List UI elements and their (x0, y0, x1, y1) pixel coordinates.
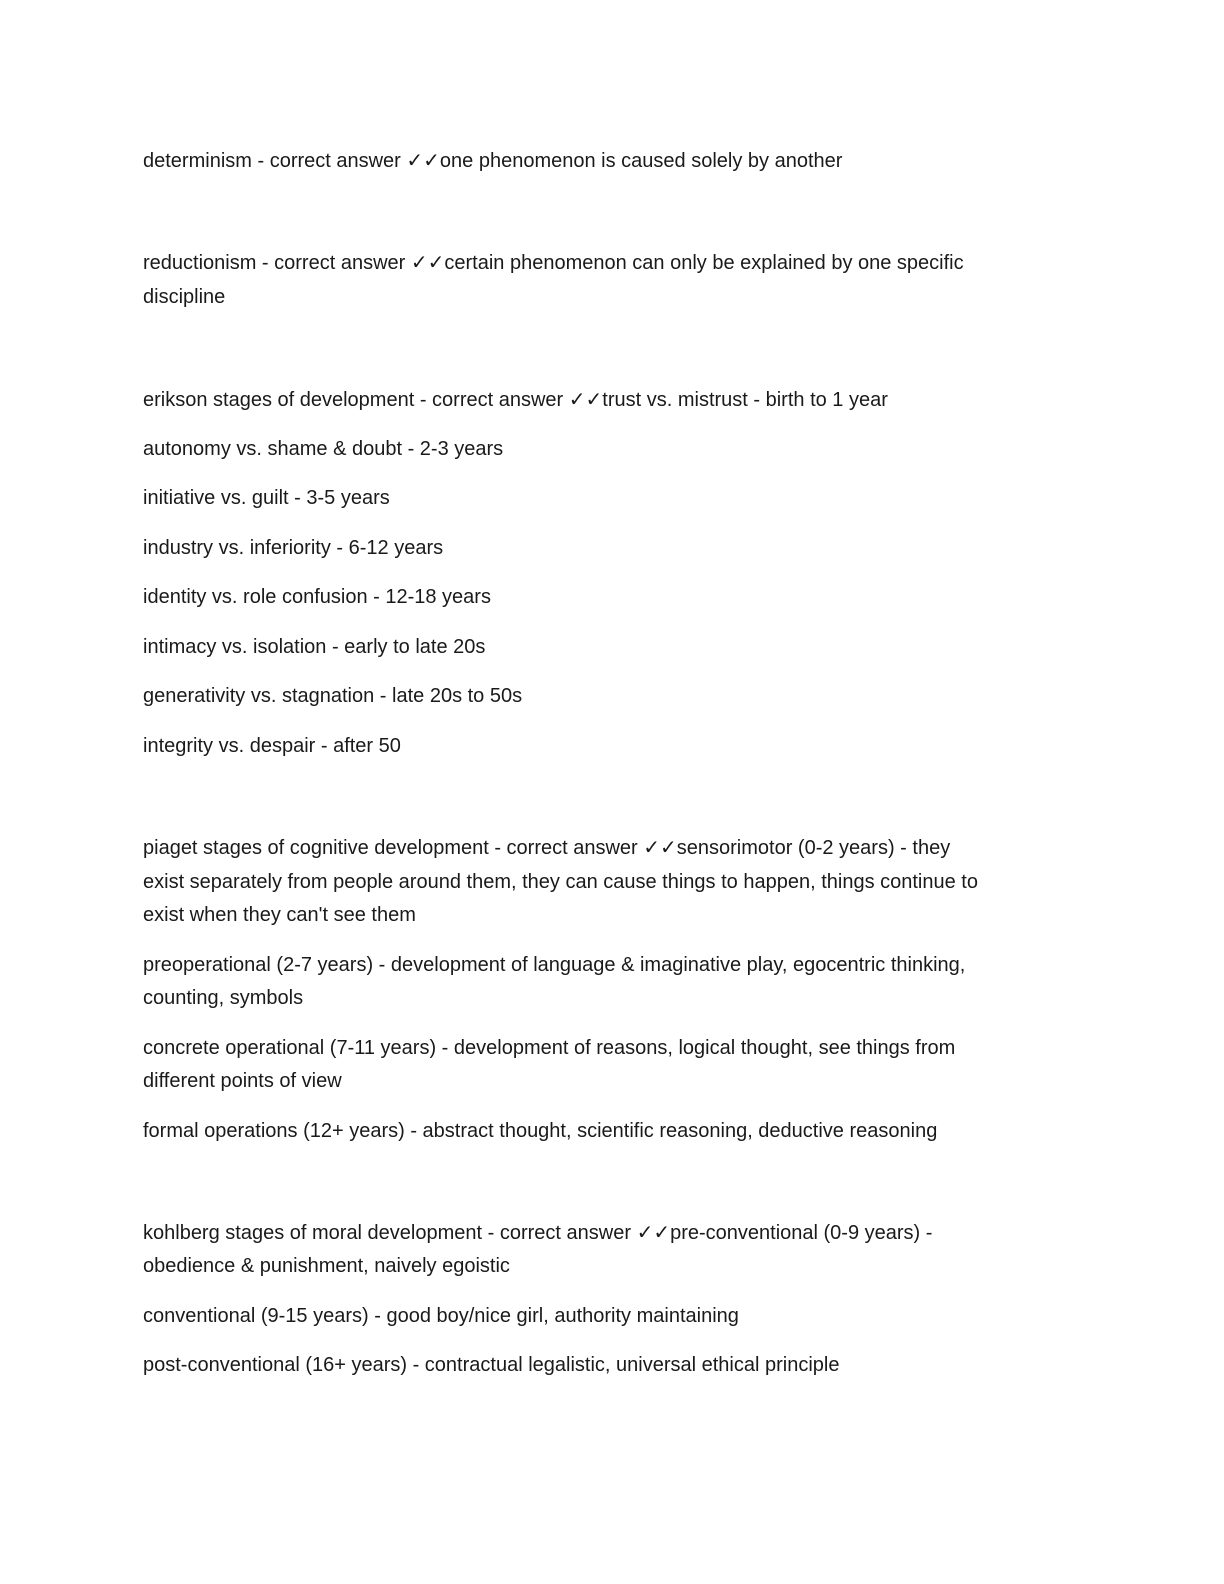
piaget-line-3: exist when they can't see them (143, 904, 416, 926)
erikson-line-5: identity vs. role confusion - 12-18 years (143, 586, 491, 608)
reductionism-line-1: reductionism - correct answer ✓✓certain phenomenon can only be explained by one specific (143, 252, 964, 274)
piaget-line-1: piaget stages of cognitive development - correct answer ✓✓sensorimotor (0-2 years) - they (143, 837, 951, 859)
erikson-line-7: generativity vs. stagnation - late 20s to 50s (143, 685, 523, 707)
piaget-line-8: formal operations (12+ years) - abstract thought, scientific reasoning, deductive reasoning (143, 1120, 938, 1142)
piaget-line-7: different points of view (143, 1070, 342, 1092)
piaget-line-5: counting, symbols (143, 987, 304, 1009)
piaget-line-4: preoperational (2-7 years) - development of language & imaginative play, egocentric thinking, (143, 954, 966, 976)
erikson-line-4: industry vs. inferiority - 6-12 years (143, 537, 444, 559)
erikson-line-8: integrity vs. despair - after 50 (143, 735, 401, 757)
kohlberg-line-3: conventional (9-15 years) - good boy/nice girl, authority maintaining (143, 1305, 739, 1327)
erikson-line-1: erikson stages of development - correct answer ✓✓trust vs. mistrust - birth to 1 year (143, 389, 888, 411)
erikson-line-3: initiative vs. guilt - 3-5 years (143, 487, 390, 509)
erikson-line-6: intimacy vs. isolation - early to late 20s (143, 636, 486, 658)
kohlberg-line-2: obedience & punishment, naively egoistic (143, 1255, 510, 1277)
piaget-line-6: concrete operational (7-11 years) - development of reasons, logical thought, see things from (143, 1037, 956, 1059)
kohlberg-line-4: post-conventional (16+ years) - contractual legalistic, universal ethical principle (143, 1354, 840, 1376)
erikson-line-2: autonomy vs. shame & doubt - 2-3 years (143, 438, 504, 460)
piaget-line-2: exist separately from people around them, they can cause things to happen, things continue to (143, 871, 978, 893)
determinism-line: determinism - correct answer ✓✓one phenomenon is caused solely by another (143, 150, 843, 172)
reductionism-line-2: discipline (143, 286, 226, 308)
kohlberg-line-1: kohlberg stages of moral development - correct answer ✓✓pre-conventional (0-9 years) - (143, 1222, 933, 1244)
